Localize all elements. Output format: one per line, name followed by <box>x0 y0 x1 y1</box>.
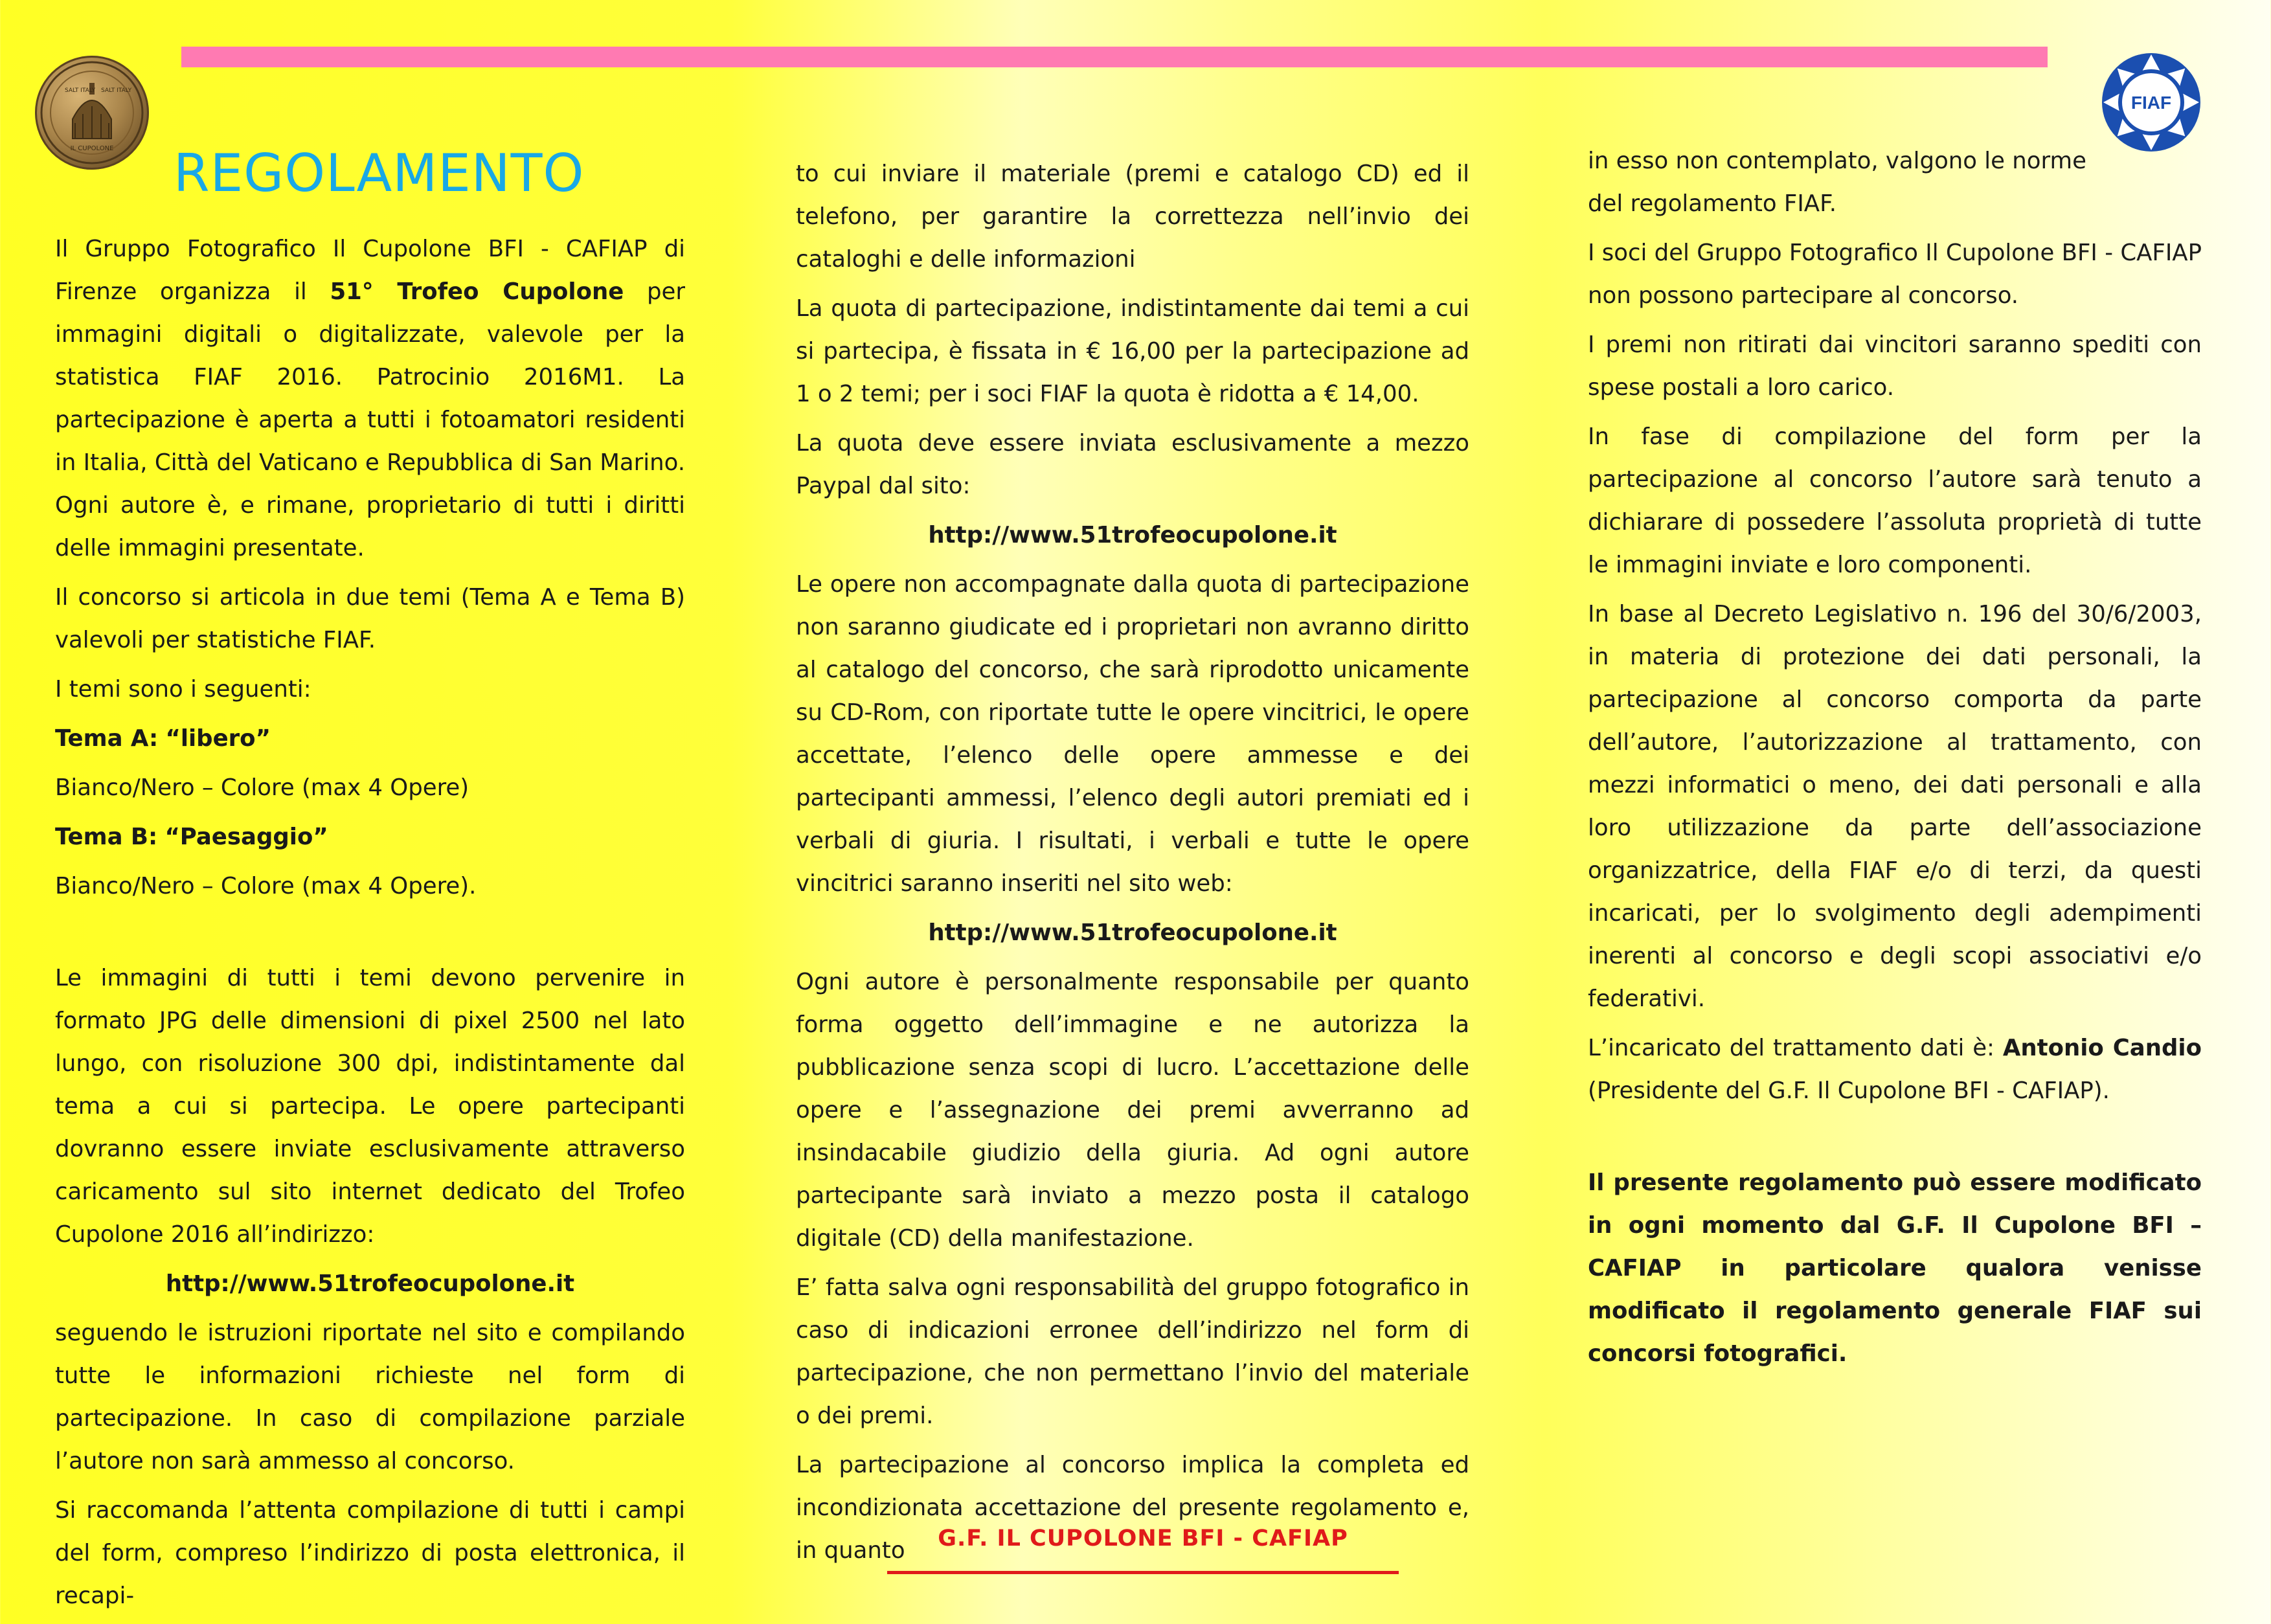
implica-paragraph: La partecipazione al concorso implica la completa ed incondizionata accettazione del presente regolamento e, in quanto <box>796 1452 1469 1564</box>
continuation-line-2: del regolamento FIAF. <box>1588 190 1837 217</box>
fiaf-logo-text: FIAF <box>2130 93 2172 113</box>
raccomanda-paragraph: Si raccomanda l’attenta compilazione di tutti i campi del form, compreso l’indirizzo di posta elettronica, il recapi- <box>55 1497 685 1609</box>
footer-organization: G.F. IL CUPOLONE BFI - CAFIAP <box>938 1526 1348 1551</box>
decreto-paragraph: In base al Decreto Legislativo n. 196 del 30/6/2003, in materia di protezione dei dati personali, la partecipazione al concorso comporta da parte dell’autore, l’autorizzazione al trattamento, con mezzi informatici o meno, dei dati personali e alla loro utilizzazione da parte dell’associazione organizzatrice, della FIAF e/o di terzi, da questi incaricati, per lo svolgimento degli adempimenti inerenti al concorso e degli scopi associativi e/o federativi. <box>1588 601 2202 1012</box>
website-link[interactable]: http://www.51trofeocupolone.it <box>165 1270 575 1297</box>
tema-a-heading: Tema A: “libero” <box>55 725 271 752</box>
salva-paragraph: E’ fatta salva ogni responsabilità del gruppo fotografico in caso di indicazioni erronee dell’indirizzo nel form di partecipazione, che non permettano l’invio del materiale o dei premi. <box>796 1274 1469 1429</box>
temi-list-intro: I temi sono i seguenti: <box>55 676 311 703</box>
column-2 <box>796 153 1469 1579</box>
tema-b-detail: Bianco/Nero – Colore (max 4 Opere). <box>55 873 477 899</box>
premi-paragraph: I premi non ritirati dai vincitori saranno spediti con spese postali a loro carico. <box>1588 332 2202 401</box>
modification-notice: Il presente regolamento può essere modificato in ogni momento dal G.F. Il Cupolone BFI – CAFIAP in particolare qualora venisse modificato il regolamento generale FIAF sui concorsi fotografici. <box>1588 1169 2202 1367</box>
dome-emblem-icon <box>35 56 149 170</box>
medal-text-bottom: IL CUPOLONE <box>70 145 114 152</box>
cupolone-medal-logo <box>35 56 149 170</box>
fiaf-logo <box>2101 52 2202 153</box>
recapito-paragraph: to cui inviare il materiale (premi e catalogo CD) ed il telefono, per garantire la correttezza nell’invio dei cataloghi e delle informazioni <box>796 161 1469 273</box>
paypal-website-link[interactable]: http://www.51trofeocupolone.it <box>928 522 1337 548</box>
responsabile-paragraph: Ogni autore è personalmente responsabile per quanto forma oggetto dell’immagine e ne autorizza la pubblicazione senza scopi di lucro. L’accettazione delle opere e l’assegnazione dei premi avverranno ad insindacabile giudizio della giuria. Ad ogni autore partecipante sarà inviato a mezzo posta il catalogo digitale (CD) della manifestazione. <box>796 969 1469 1252</box>
istruzioni-paragraph: seguendo le istruzioni riportate nel sito e compilando tutte le informazioni richieste nel form di partecipazione. In caso di compilazione parziale l’autore non sarà ammesso al concorso. <box>55 1320 685 1474</box>
soci-paragraph: I soci del Gruppo Fotografico Il Cupolone BFI - CAFIAP non possono partecipare al concorso. <box>1588 240 2202 309</box>
tema-a-detail: Bianco/Nero – Colore (max 4 Opere) <box>55 774 469 801</box>
tema-b-heading: Tema B: “Paesaggio” <box>55 824 328 850</box>
column-3 <box>1588 140 2202 1382</box>
quota-paragraph: La quota di partecipazione, indistintamente dai temi a cui si partecipa, è fissata in € 16,00 per la partecipazione ad 1 o 2 temi; per i soci FIAF la quota è ridotta a € 14,00. <box>796 295 1469 407</box>
page-title: REGOLAMENTO <box>174 143 585 203</box>
temi-intro: Il concorso si articola in due temi (Tema A e Tema B) valevoli per statistiche FIAF. <box>55 584 685 653</box>
footer-underline <box>887 1571 1399 1574</box>
column-1 <box>55 228 685 1624</box>
results-website-link[interactable]: http://www.51trofeocupolone.it <box>928 919 1337 946</box>
immagini-paragraph: Le immagini di tutti i temi devono pervenire in formato JPG delle dimensioni di pixel 2500 nel lato lungo, con risoluzione 300 dpi, indistintamente dal tema a cui si partecipa. Le opere partecipanti dovranno essere inviate esclusivamente attraverso caricamento sul sito internet dedicato del Trofeo Cupolone 2016 all’indirizzo: <box>55 965 685 1248</box>
paypal-paragraph: La quota deve essere inviata esclusivamente a mezzo Paypal dal sito: <box>796 430 1469 499</box>
intro-paragraph: Il Gruppo Fotografico Il Cupolone BFI - CAFIAP di Firenze organizza il 51° Trofeo Cupolone per immagini digitali o digitalizzate, valevole per la statistica FIAF 2016. Patrocinio 2016M1. La partecipazione è aperta a tutti i fotoamatori residenti in Italia, Città del Vaticano e Repubblica di San Marino. Ogni autore è, e rimane, proprietario di tutti i diritti delle immagini presentate. <box>55 236 685 561</box>
continuation-line-1: in esso non contemplato, valgono le norme <box>1588 148 2086 174</box>
medal-text-left: SALT ITALY <box>65 87 96 94</box>
medal-text-right: SALT ITALY <box>101 87 132 94</box>
fiaf-aperture-icon <box>2101 52 2202 153</box>
top-pink-bar <box>181 47 2048 67</box>
form-paragraph: In fase di compilazione del form per la partecipazione al concorso l’autore sarà tenuto a dichiarare di possedere l’assoluta proprietà di tutte le immagini inviate e loro componenti. <box>1588 423 2202 578</box>
incaricato-paragraph: L’incaricato del trattamento dati è: Antonio Candio (Presidente del G.F. Il Cupolone BFI - CAFIAP). <box>1588 1035 2202 1104</box>
incaricato-name: Antonio Candio <box>2002 1035 2202 1061</box>
trophy-name: 51° Trofeo Cupolone <box>330 278 624 305</box>
opere-paragraph: Le opere non accompagnate dalla quota di partecipazione non saranno giudicate ed i proprietari non avranno diritto al catalogo del concorso, che sarà riprodotto unicamente su CD-Rom, con riportate tutte le opere vincitrici, le opere accettate, l’elenco delle opere ammesse e dei partecipanti ammessi, l’elenco degli autori premiati ed i verbali di giuria. I risultati, i verbali e tutte le opere vincitrici saranno inseriti nel sito web: <box>796 571 1469 897</box>
